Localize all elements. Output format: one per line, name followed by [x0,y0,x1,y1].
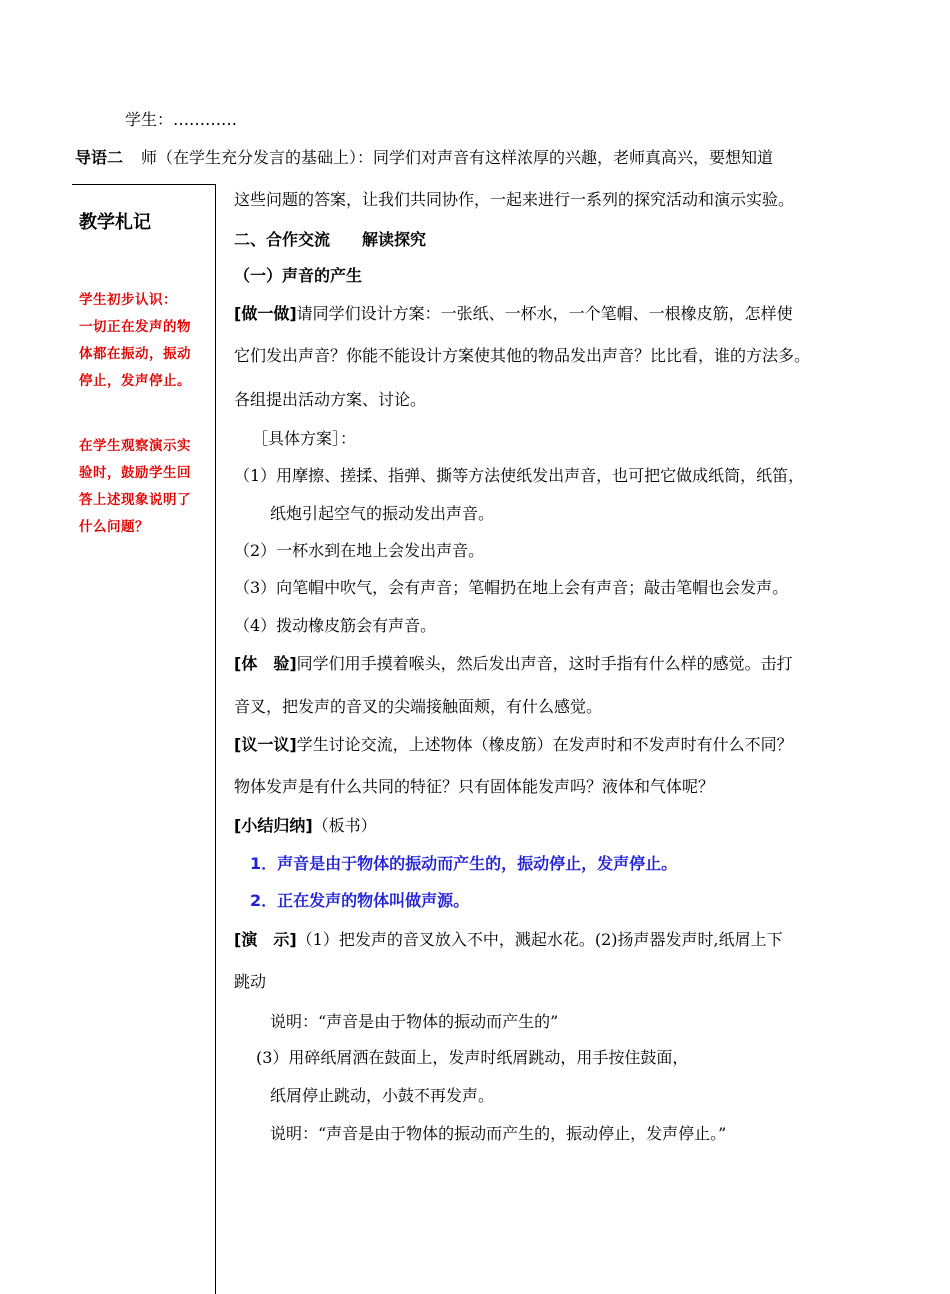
experience-label: [体 验] [234,654,297,673]
demo-explain-2: 说明：“声音是由于物体的振动而产生的，振动停止，发声停止。” [270,1124,727,1143]
sidebar-title: 教学札记 [79,212,151,233]
sidebar-note-2-line: 什么问题？ [79,519,149,535]
discuss-text: 学生讨论交流，上述物体（橡皮筋）在发声时和不发声时有什么不同？ [296,735,793,754]
summary-point-2: 2．正在发声的物体叫做声源。 [250,891,470,910]
intro-label: 导语二 [75,148,124,167]
summary-suffix: （板书） [312,816,377,835]
intro-line2: 这些问题的答案，让我们共同协作，一起来进行一系列的探究活动和演示实验。 [234,190,795,209]
experience-text: 同学们用手摸着喉头，然后发出声音，这时手指有什么样的感觉。击打 [296,654,793,673]
demo-text: （1）把发声的音叉放入不中，溅起水花。(2)扬声器发声时,纸屑上下 [296,930,783,949]
sidebar-note-2 [79,433,211,541]
plan-item-1b: 纸炮引起空气的振动发出声音。 [270,504,495,523]
intro-paragraph [75,148,773,167]
demo-explain-1: 说明：“声音是由于物体的振动而产生的” [270,1012,559,1031]
plan-item-4: （4）拨动橡皮筋会有声音。 [234,616,437,635]
discuss-label: [议一议] [234,735,297,754]
plan-item-2: （2）一杯水到在地上会发出声音。 [234,541,485,560]
summary-point-1: 1．声音是由于物体的振动而产生的，振动停止，发声停止。 [250,854,678,873]
sidebar-note-1-line: 学生初步认识： [79,292,177,308]
section-heading: 二、合作交流 解读探究 [234,230,427,249]
do-it-line2: 它们发出声音？你能不能设计方案使其他的物品发出声音？比比看，谁的方法多。 [234,346,811,365]
demo-label: [演 示] [234,930,297,949]
sidebar-note-1-line: 停止，发声停止。 [79,373,191,389]
do-it-text: 请同学们设计方案：一张纸、一杯水，一个笔帽、一根橡皮筋，怎样使 [296,304,793,323]
section-subheading: （一）声音的产生 [234,266,363,285]
discuss-line1 [234,735,793,754]
summary-label: [小结归纳] [234,816,313,835]
demo-line2: 跳动 [234,972,267,991]
plan-item-1a: （1）用摩擦、搓揉、指弹、撕等方法使纸发出声音，也可把它做成纸筒，纸笛， [234,466,805,485]
intro-line1: 师（在学生充分发言的基础上）：同学们对声音有这样浓厚的兴趣，老师真高兴，要想知道 [141,148,774,167]
sidebar-note-2-line: 验时，鼓励学生回 [79,465,191,481]
student-line: 学生：………… [125,110,238,129]
sidebar-note-1 [79,287,211,395]
plans-title: ［具体方案］： [252,429,357,448]
discuss-line2: 物体发声是有什么共同的特征？只有固体能发声吗？液体和气体呢？ [234,777,715,796]
plan-item-3: （3）向笔帽中吹气，会有声音；笔帽扔在地上会有声音；敲击笔帽也会发声。 [234,578,789,597]
experience-line1 [234,654,793,673]
sidebar-note-2-line: 在学生观察演示实 [79,438,191,454]
summary-heading [234,816,377,835]
sidebar-note-1-line: 体都在振动，振动 [79,346,191,362]
do-it-label: [做一做] [234,304,297,323]
do-it-line3: 各组提出活动方案、讨论。 [234,390,427,409]
experience-line2: 音叉，把发声的音叉的尖端接触面颊，有什么感觉。 [234,697,603,716]
demo-line1 [234,930,783,949]
demo-item-3a: (3）用碎纸屑洒在鼓面上，发声时纸屑跳动，用手按住鼓面， [256,1048,689,1067]
do-it-line1 [234,304,793,323]
sidebar-note-2-line: 答上述现象说明了 [79,492,191,508]
demo-item-3b: 纸屑停止跳动，小鼓不再发声。 [270,1086,495,1105]
sidebar-note-1-line: 一切正在发声的物 [79,319,191,335]
